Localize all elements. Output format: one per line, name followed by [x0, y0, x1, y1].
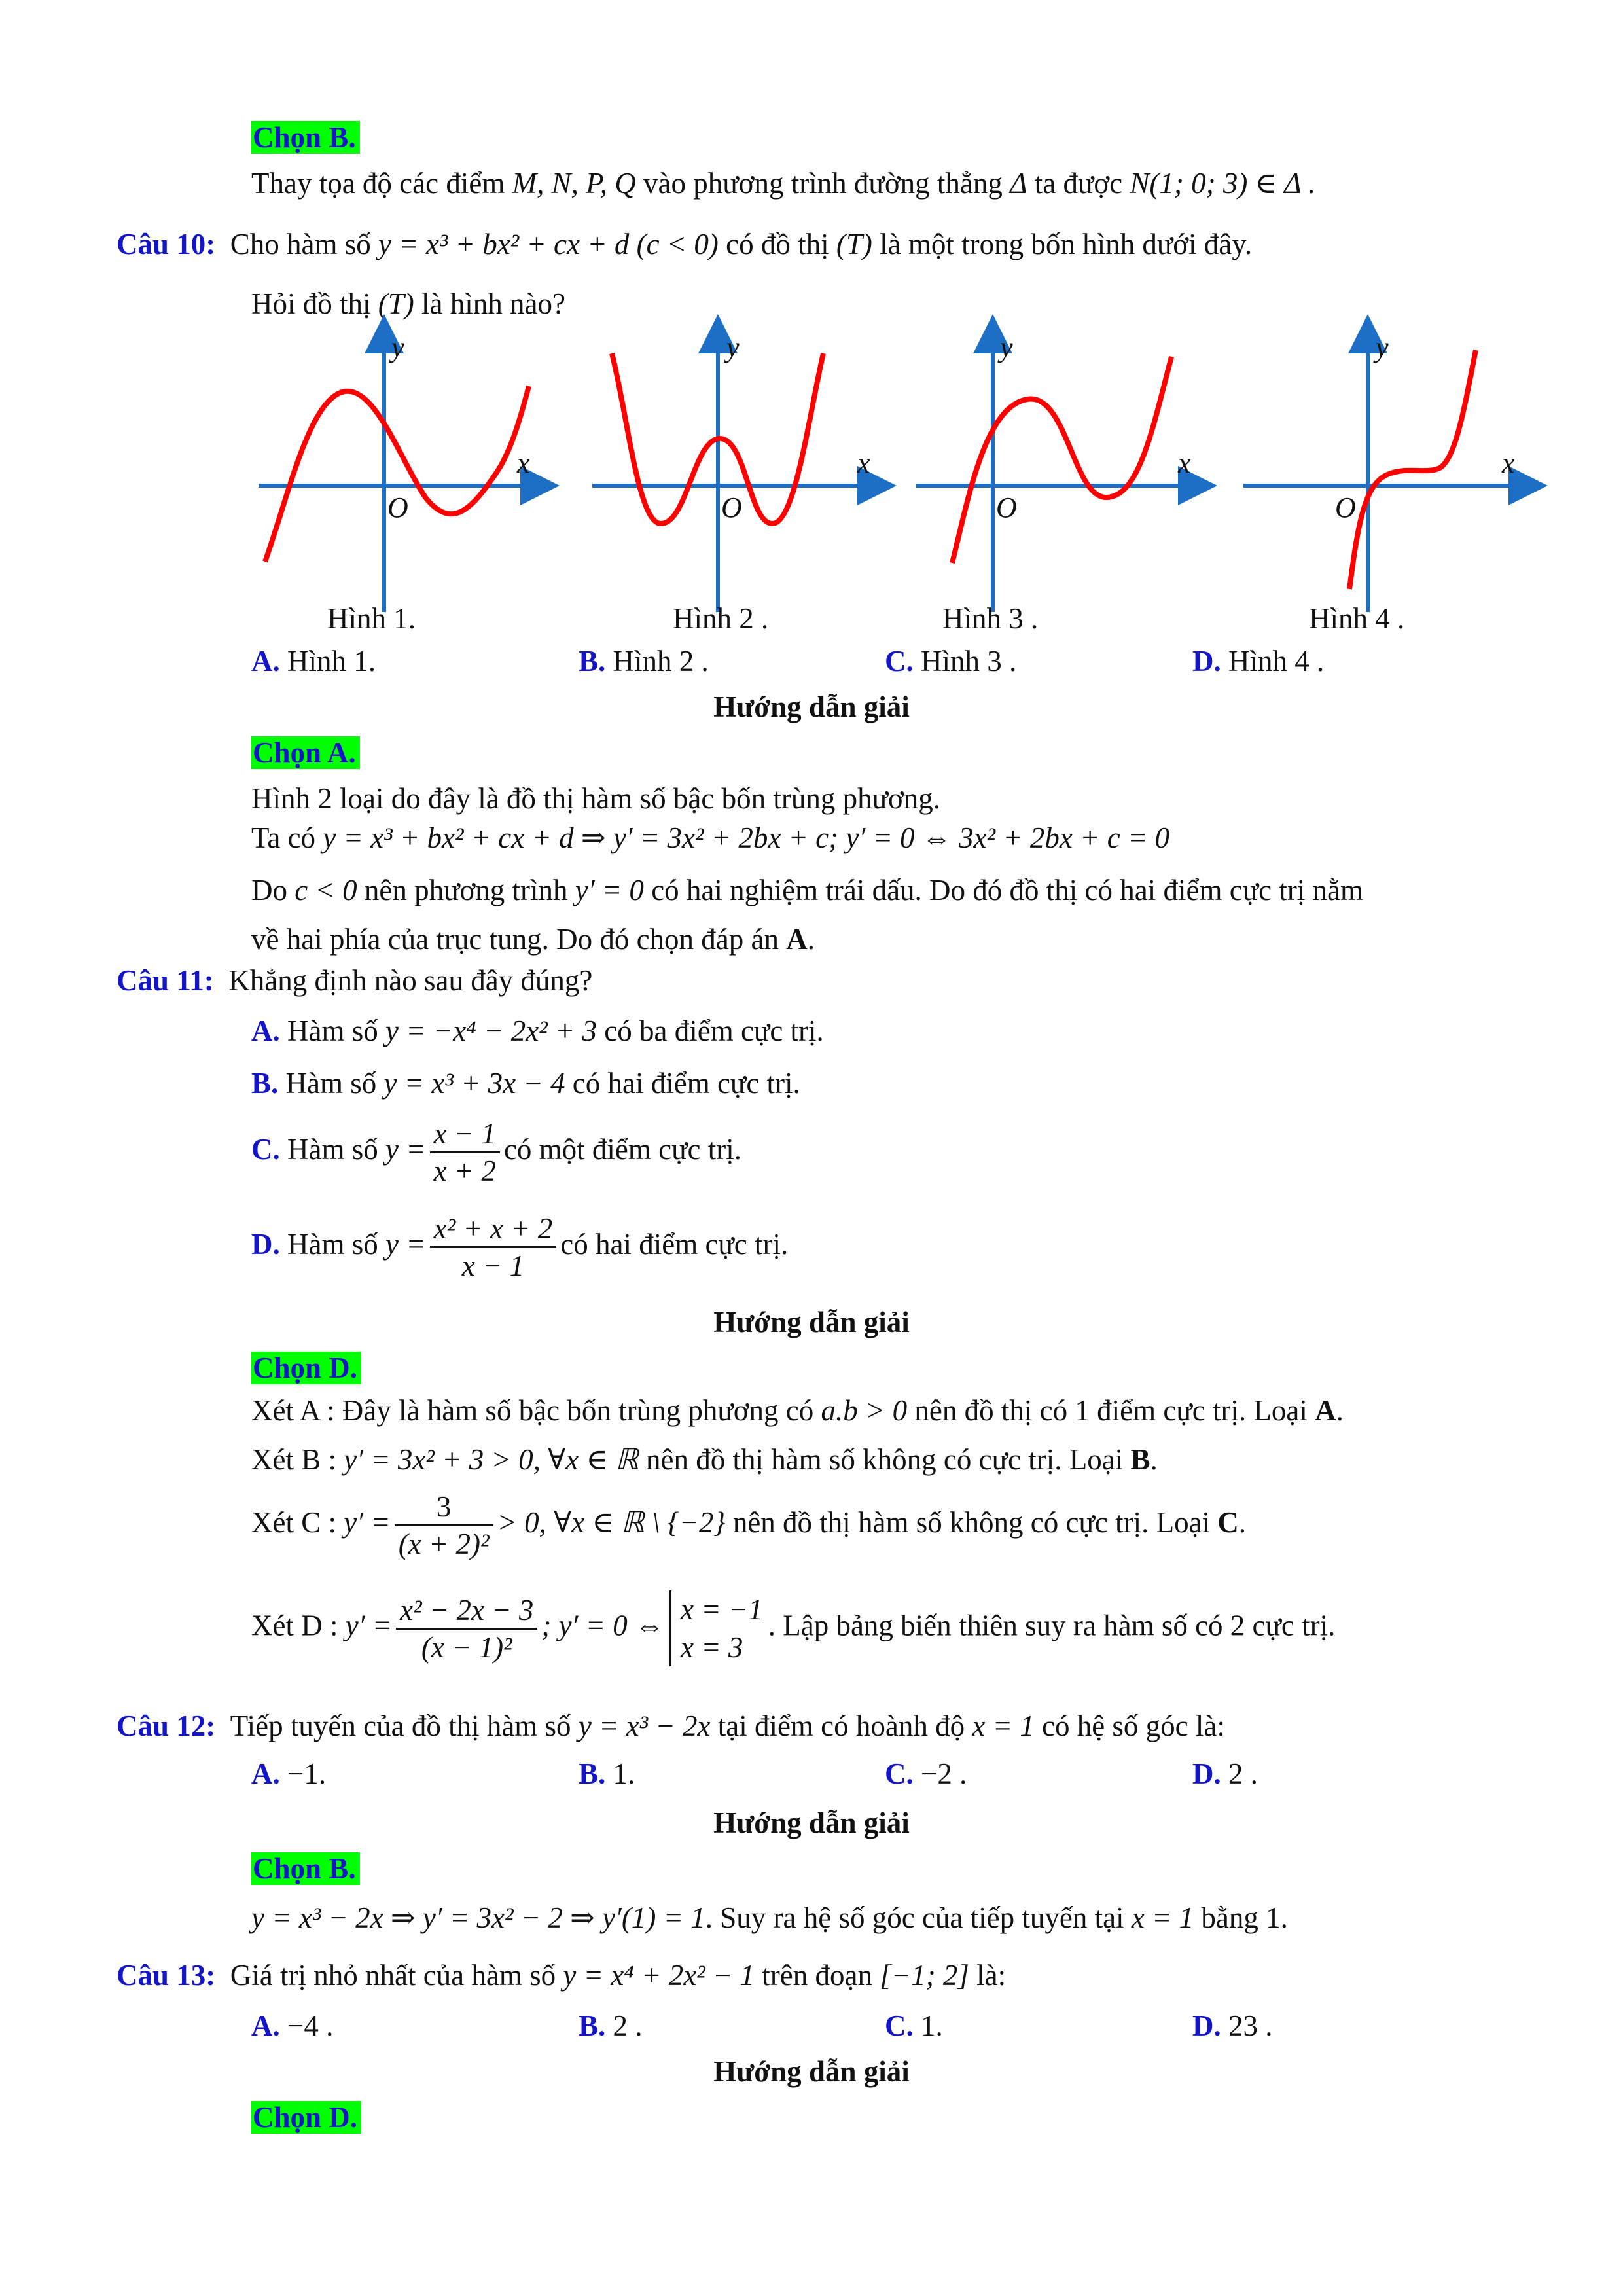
q11-xet-d: Xét D : y′ = $\frac{\text{x² − 2x − 3}}{\text{(x − 1)²}}$ ; y′ = 0 ⇔ x = −1 x = 3 . Lập bảng biến thiên suy ra hàm số có 2 cực trị. [251, 1590, 1335, 1666]
q10-chon-a: Chọn A. [251, 733, 360, 772]
curve-3 [952, 357, 1171, 563]
curve-1 [265, 386, 529, 562]
q13-option-a: A. −4 . [251, 2009, 334, 2042]
question-11-line: Câu 11: Khẳng định nào sau đây đúng? [116, 964, 593, 997]
q13-solution-heading: Hướng dẫn giải [713, 2055, 910, 2088]
caption-hinh-1: Hình 1. [327, 602, 416, 635]
question-13-line: Câu 13: Giá trị nhỏ nhất của hàm số y = x⁴ + 2x² − 1 trên đoạn [−1; 2] là: [116, 1959, 1007, 1992]
origin-label-3: O [996, 492, 1017, 524]
q12-option-d: D. 2 . [1192, 1757, 1258, 1790]
q13-option-c: C. 1. [885, 2009, 943, 2042]
question-10-line2: Hỏi đồ thị (T) là hình nào? [251, 287, 565, 320]
q13-option-b: B. 2 . [579, 2009, 643, 2042]
x-label-3: x [1178, 447, 1191, 479]
origin-label-4: O [1335, 492, 1356, 524]
q12-option-b: B. 1. [579, 1757, 635, 1790]
q11-option-b: B. Hàm số y = x³ + 3x − 4 có hai điểm cực trị. [251, 1067, 800, 1100]
graph-hinh-2 [592, 331, 877, 612]
q10-option-b: B. Hình 2 . [579, 645, 709, 677]
graph-hinh-1 [259, 331, 540, 612]
q10-solution-line1: Hình 2 loại do đây là đồ thị hàm số bậc bốn trùng phương. [251, 782, 941, 815]
x-label-1: x [517, 447, 530, 479]
x-label-4: x [1502, 447, 1515, 479]
y-label-1: y [391, 331, 404, 363]
q11-option-c: C. Hàm số y = $\frac{x - 1}{x + 2}$ có một điểm cực trị. [251, 1117, 741, 1187]
x-label-2: x [857, 447, 870, 479]
chon-b-top: Chọn B. [251, 118, 360, 157]
question-12-line: Câu 12: Tiếp tuyến của đồ thị hàm số y = x³ − 2x tại điểm có hoành độ x = 1 có hệ số góc là: [116, 1710, 1225, 1742]
q11-option-d: D. Hàm số y = $\frac{\text{x² + x + 2}}{x - 1}$ có hai điểm cực trị. [251, 1212, 789, 1282]
q11-option-a: A. Hàm số y = −x⁴ − 2x² + 3 có ba điểm cực trị. [251, 1014, 824, 1047]
question-10-line1: Câu 10: Cho hàm số y = x³ + bx² + cx + d (c < 0) có đồ thị (T) là một trong bốn hình dưới đây. [116, 228, 1253, 260]
q11-solution-heading: Hướng dẫn giải [713, 1306, 910, 1338]
q12-chon-b: Chọn B. [251, 1849, 360, 1888]
origin-label-1: O [387, 492, 408, 524]
q10-option-a: A. Hình 1. [251, 645, 376, 677]
question-10-label: Câu 10: [116, 228, 216, 260]
q11-xet-c: Xét C : y′ = $\frac{3}{\text{(x + 2)²}}$ > 0, ∀x ∈ ℝ \ {−2} nên đồ thị hàm số không có cực trị. Loại C. [251, 1490, 1247, 1560]
caption-hinh-3: Hình 3 . [942, 602, 1039, 635]
q10-solution-line3: Do c < 0 nên phương trình y′ = 0 có hai nghiệm trái dấu. Do đó đồ thị có hai điểm cực trị nằm [251, 874, 1364, 906]
q10-solution-line2: Ta có y = x³ + bx² + cx + d ⇒ y′ = 3x² + 2bx + c; y′ = 0 ⇔ 3x² + 2bx + c = 0 [251, 821, 1170, 854]
q10-option-d: D. Hình 4 . [1192, 645, 1325, 677]
question-13-label: Câu 13: [116, 1959, 216, 1992]
q13-option-d: D. 23 . [1192, 2009, 1273, 2042]
q10-option-c: C. Hình 3 . [885, 645, 1017, 677]
caption-hinh-2: Hình 2 . [673, 602, 769, 635]
y-label-3: y [1000, 331, 1013, 363]
origin-label-2: O [721, 492, 742, 524]
q10-solution-line4: về hai phía của trục tung. Do đó chọn đáp án A. [251, 923, 815, 956]
y-label-4: y [1376, 331, 1389, 363]
q12-solution-heading: Hướng dẫn giải [713, 1806, 910, 1839]
q12-solution-line: y = x³ − 2x ⇒ y′ = 3x² − 2 ⇒ y′(1) = 1. Suy ra hệ số góc của tiếp tuyến tại x = 1 bằng 1. [251, 1901, 1288, 1934]
top-solution-line: Thay tọa độ các điểm M, N, P, Q vào phương trình đường thẳng Δ ta được N(1; 0; 3) ∈ Δ . [251, 167, 1316, 200]
y-label-2: y [726, 331, 740, 363]
q12-option-c: C. −2 . [885, 1757, 967, 1790]
q10-solution-heading: Hướng dẫn giải [713, 691, 910, 723]
question-12-label: Câu 12: [116, 1710, 216, 1742]
q12-option-a: A. −1. [251, 1757, 327, 1790]
q11-xet-b: Xét B : y′ = 3x² + 3 > 0, ∀x ∈ ℝ nên đồ thị hàm số không có cực trị. Loại B. [251, 1443, 1158, 1476]
graph-hinh-3 [916, 331, 1198, 612]
question-11-label: Câu 11: [116, 964, 214, 997]
caption-hinh-4: Hình 4 . [1309, 602, 1405, 635]
graph-hinh-4 [1243, 331, 1528, 612]
q13-chon-d: Chọn D. [251, 2098, 361, 2137]
q11-xet-a: Xét A : Đây là hàm số bậc bốn trùng phương có a.b > 0 nên đồ thị có 1 điểm cực trị. Loại A. [251, 1394, 1344, 1427]
q11-chon-d: Chọn D. [251, 1348, 361, 1388]
